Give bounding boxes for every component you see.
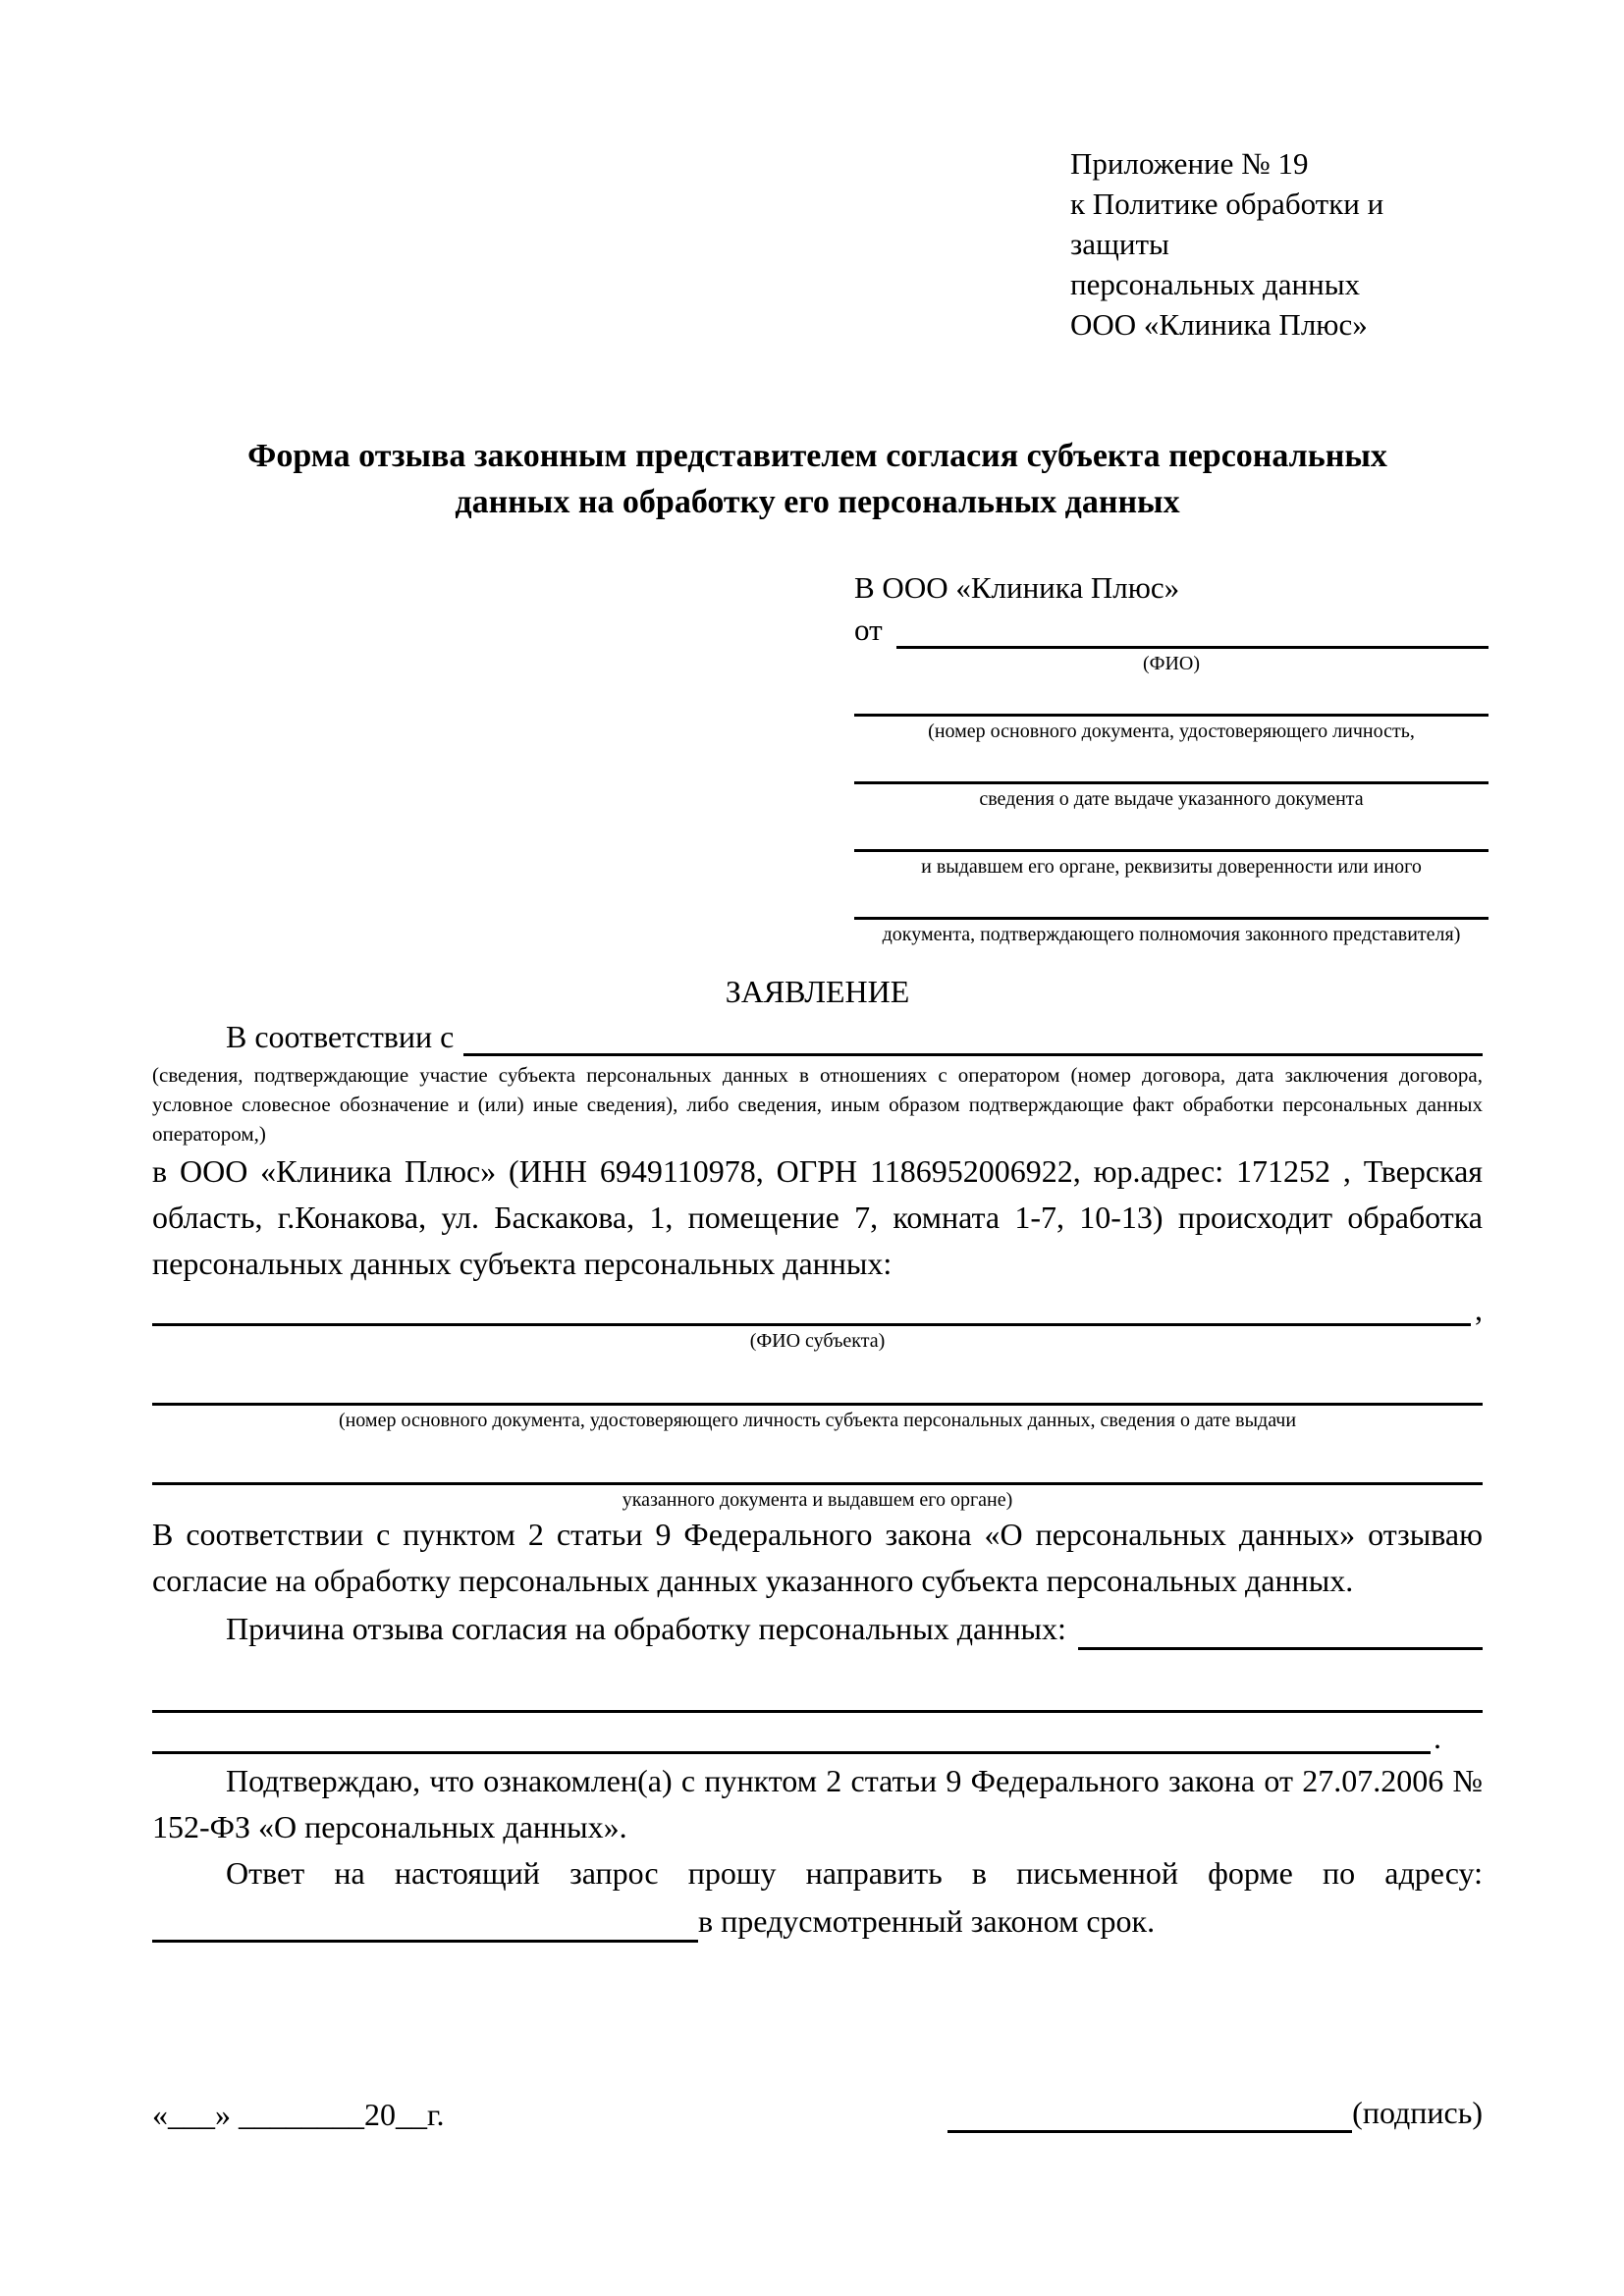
- intro-note: (сведения, подтверждающие участие субъекта персональных данных в отношениях с оператором (номер договора, дата заключения договора, условное словесное обозначение и (или) иные сведения), либо сведения, иным образом подтверждающие факт обработки персональных данных оператором,): [152, 1063, 1483, 1146]
- reply-tail: в предусмотренный законом срок.: [698, 1903, 1156, 1939]
- line-caption: (номер основного документа, удостоверяющего личность субъекта персональных данных, сведения о дате выдачи: [338, 1410, 1297, 1431]
- line-suffix-comma: ,: [1475, 1292, 1483, 1327]
- write-line: [854, 879, 1489, 920]
- confirm-paragraph: Подтверждаю, что ознакомлен(а) с пунктом 2 статьи 9 Федерального закона от 27.07.2006 № 152-ФЗ «О персональных данных».: [152, 1763, 1483, 1844]
- subject-fio-fill-line: [152, 1323, 1471, 1326]
- from-row: [854, 608, 1489, 649]
- reply-intro: Ответ на настоящий запрос прошу направить в письменной форме по адресу:: [226, 1855, 1483, 1891]
- addressee-block: [854, 568, 1489, 946]
- reply-line-row: [152, 1896, 1483, 1943]
- line-caption: сведения о дате выдаче указанного документа: [979, 788, 1364, 810]
- line-caption: документа, подтверждающего полномочия законного представителя): [882, 924, 1461, 945]
- intro-fill-line: [463, 1053, 1483, 1056]
- line-caption: (номер основного документа, удостоверяющего личность,: [928, 721, 1415, 742]
- signature-group: [947, 2092, 1483, 2133]
- reason-fill-line: [1078, 1647, 1483, 1650]
- write-line: [152, 1432, 1483, 1485]
- operator-paragraph: в ООО «Клиника Плюс» (ИНН 6949110978, ОГРН 1186952006922, юр.адрес: 171252 , Тверская область, г.Конакова, ул. Баскакова, 1, помещение 7, комната 1-7, 10-13) происходит обработка персональных данных субъекта персональных данных:: [152, 1153, 1483, 1281]
- reason-row: [152, 1604, 1483, 1650]
- intro-label: В соответствии с: [226, 1019, 455, 1054]
- subject-fio-line-row: [152, 1287, 1483, 1326]
- document-title: Форма отзыва законным представителем согласия субъекта персональных данных на обработку его персональных данных: [247, 438, 1387, 520]
- line-caption: (ФИО субъекта): [749, 1330, 886, 1352]
- fio-fill-line: [896, 646, 1489, 649]
- line-caption: и выдавшем его органе, реквизиты доверенности или иного: [921, 856, 1422, 878]
- write-line: [854, 743, 1489, 784]
- appendix-block: [1070, 143, 1483, 345]
- line-suffix-period: .: [1434, 1720, 1441, 1755]
- line-caption: (ФИО): [1142, 653, 1200, 674]
- appendix-line: к Политике обработки и защиты: [1070, 187, 1384, 261]
- intro-row: [152, 1013, 1483, 1056]
- reason-label: Причина отзыва согласия на обработку персональных данных:: [226, 1611, 1066, 1646]
- reply-fill-line: [152, 1903, 698, 1943]
- statement-heading: ЗАЯВЛЕНИЕ: [725, 974, 910, 1009]
- signature-caption: (подпись): [1352, 2095, 1483, 2130]
- withdrawal-paragraph: В соответствии с пунктом 2 статьи 9 Федерального закона «О персональных данных» отзываю согласие на обработку персональных данных указанного субъекта персональных данных.: [152, 1517, 1483, 1598]
- write-line: [854, 811, 1489, 852]
- appendix-line: Приложение № 19: [1070, 146, 1309, 181]
- from-label: от: [854, 613, 883, 647]
- appendix-line: персональных данных: [1070, 267, 1361, 301]
- write-line: [152, 1353, 1483, 1406]
- reason-blank-line: [152, 1751, 1431, 1754]
- line-caption: указанного документа и выдавшем его органе): [622, 1489, 1013, 1511]
- appendix-line: ООО «Клиника Плюс»: [1070, 307, 1368, 342]
- reason-blank-line-row: [152, 1713, 1441, 1754]
- date-placeholder: «___» ________20__г.: [152, 2097, 445, 2132]
- addressee-to: В ООО «Клиника Плюс»: [854, 570, 1180, 605]
- footer-row: [152, 2088, 1483, 2133]
- write-line: [854, 675, 1489, 717]
- signature-line: [947, 2096, 1352, 2133]
- reason-blank-line: [152, 1650, 1483, 1713]
